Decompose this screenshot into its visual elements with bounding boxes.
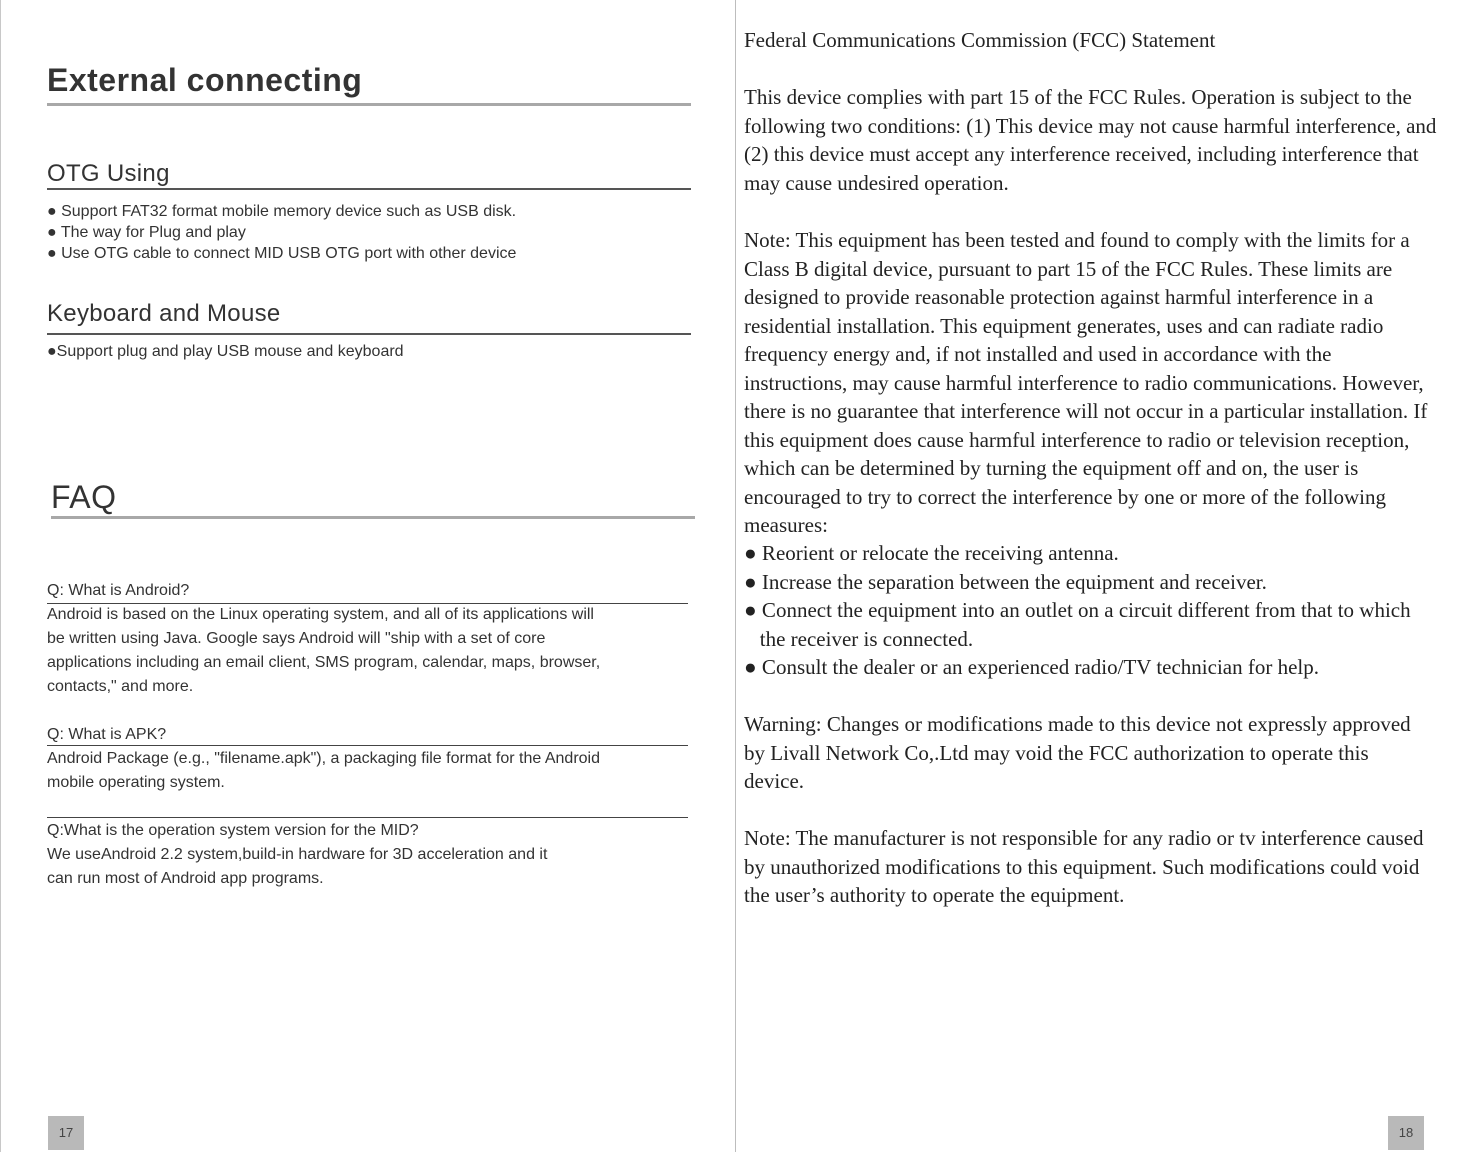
fcc-title: Federal Communications Commission (FCC) Statement: [744, 28, 1216, 52]
faq-answer-1: Android is based on the Linux operating system, and all of its applications will be written using Java. Google says Android will "ship with a set of core applications including an email client, SMS program, calendar, maps, browser, contacts," and more.: [47, 606, 601, 695]
faq-question-3: Q:What is the operation system version for the MID?: [47, 822, 419, 839]
keyboard-divider: [47, 333, 691, 335]
page-title: External connecting: [47, 62, 363, 98]
faq-title: FAQ: [51, 479, 117, 515]
fcc-note: Note: The manufacturer is not responsible for any radio or tv interference caused by unauthorized modifications to this equipment. Such modifications could void the user’s authority to operate the equipment.: [744, 826, 1424, 907]
faq-divider: [51, 516, 695, 519]
faq-question-3-divider: [47, 817, 688, 818]
measure-item: ● Connect the equipment into an outlet on a circuit different from that to which: [744, 598, 1411, 622]
otg-bullet-2: ● The way for Plug and play: [47, 224, 246, 241]
fcc-paragraph-2: Note: This equipment has been tested and found to comply with the limits for a Class B digital device, pursuant to part 15 of the FCC Rules. These limits are designed to provide reasonable protection against harmful interference in a residential installation. This equipment generates, uses and can radiate radio frequency energy and, if not installed and used in accordance with the instructions, may cause harmful interference to radio communications. However, there is no guarantee that interference will not occur in a particular installation. If this equipment does cause harmful interference to radio or television reception, which can be determined by turning the equipment off and on, the user is encouraged to try to correct the interference by one or more of the following measures:: [744, 228, 1428, 537]
otg-bullet-list: [47, 201, 516, 264]
otg-bullet-1: ● Support FAT32 format mobile memory device such as USB disk.: [47, 203, 517, 220]
title-divider: [47, 103, 691, 106]
otg-bullet-3: ● Use OTG cable to connect MID USB OTG port with other device: [47, 245, 517, 262]
keyboard-heading: Keyboard and Mouse: [47, 300, 281, 327]
page-number: 17: [48, 1116, 84, 1150]
faq-question-2-divider: [47, 745, 688, 746]
faq-question-2: Q: What is APK?: [47, 726, 167, 743]
measure-item: ● Increase the separation between the equipment and receiver.: [744, 569, 1267, 594]
faq-question-1: Q: What is Android?: [47, 582, 190, 599]
left-page: [0, 0, 734, 1152]
fcc-measures-list: [744, 539, 1411, 682]
fcc-paragraph-1: This device complies with part 15 of the FCC Rules. Operation is subject to the following two conditions: (1) This device may not cause harmful interference, and (2) this device must accept any interference received, including interference that may cause undesired operation.: [744, 85, 1437, 195]
measure-item: the receiver is connected.: [744, 626, 974, 651]
keyboard-bullet-list: [47, 341, 404, 362]
faq-answer-2: Android Package (e.g., "filename.apk"), a packaging file format for the Android mobile operating system.: [47, 750, 600, 791]
otg-heading: OTG Using: [47, 160, 170, 187]
measure-item: ● Reorient or relocate the receiving antenna.: [744, 541, 1119, 565]
fcc-warning: Warning: Changes or modifications made to this device not expressly approved by Livall Network Co,.Ltd may void the FCC authorization to operate this device.: [744, 712, 1411, 793]
page-number: 18: [1388, 1116, 1424, 1150]
keyboard-bullet-1: ●Support plug and play USB mouse and keyboard: [47, 343, 404, 360]
measure-item: ● Consult the dealer or an experienced radio/TV technician for help.: [744, 655, 1319, 679]
otg-divider: [47, 188, 691, 190]
faq-answer-3: We useAndroid 2.2 system,build-in hardware for 3D acceleration and it can run most of Android app programs.: [47, 846, 548, 887]
right-page: [735, 0, 1470, 1152]
